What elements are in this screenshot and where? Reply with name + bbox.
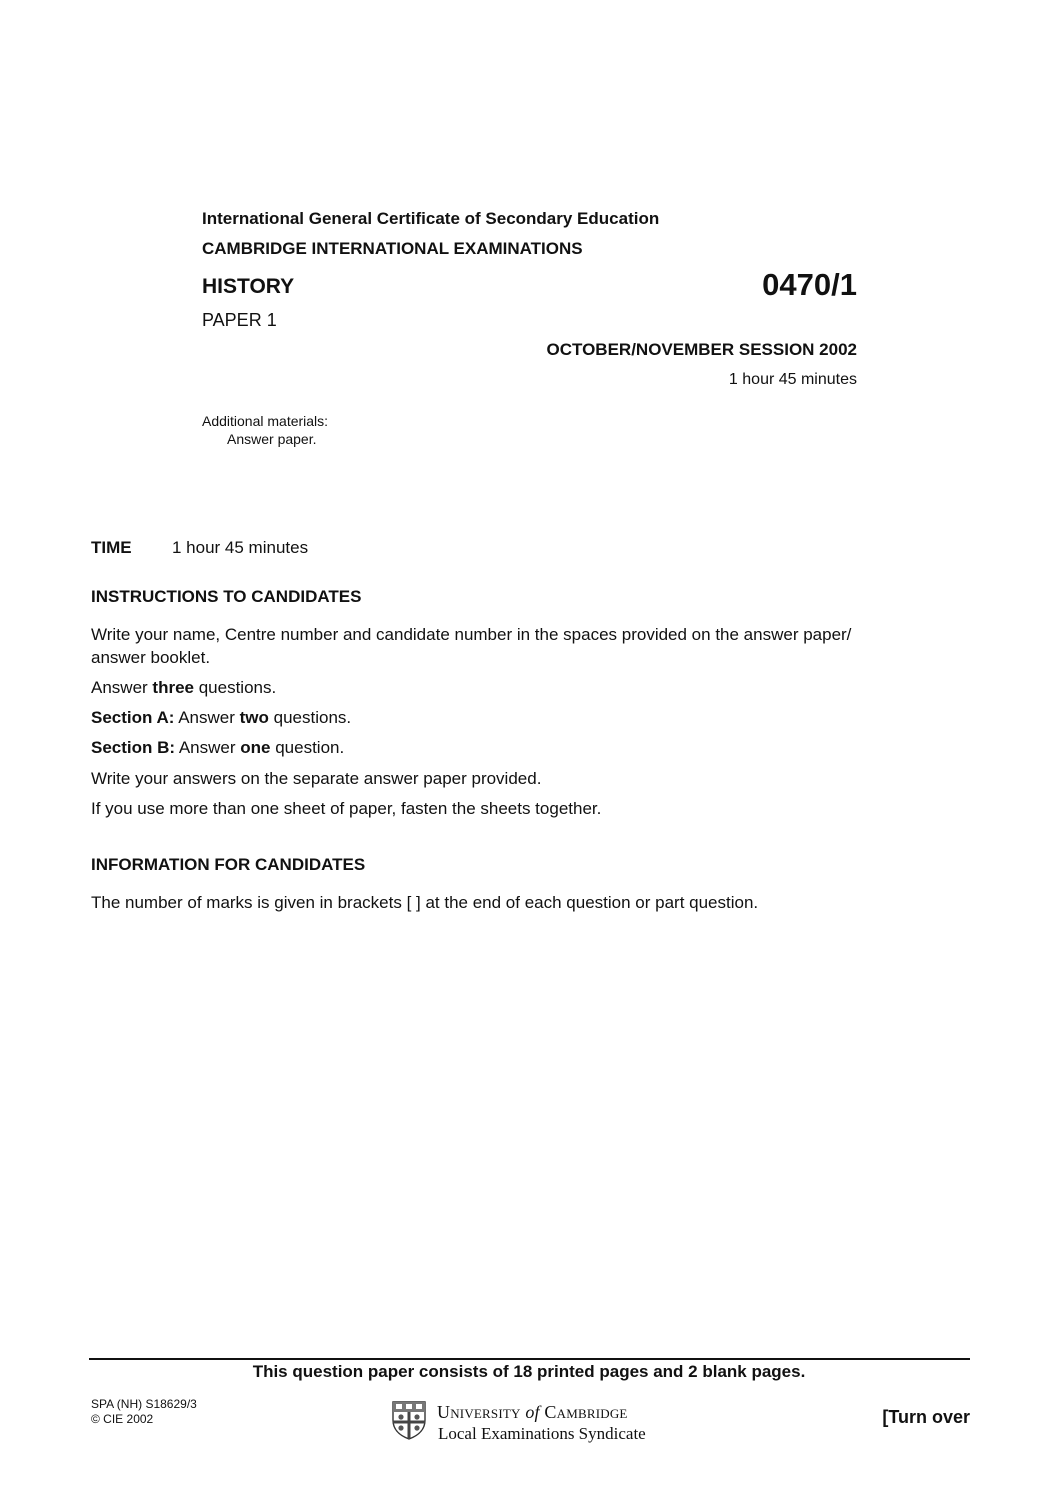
exam-board: CAMBRIDGE INTERNATIONAL EXAMINATIONS bbox=[202, 239, 583, 258]
univ-initial: U bbox=[437, 1402, 451, 1422]
additional-materials-item: Answer paper. bbox=[227, 431, 317, 447]
answer-text-post: questions. bbox=[194, 678, 277, 697]
instruction-line-answer bbox=[91, 678, 276, 698]
turn-over-label: [Turn over bbox=[882, 1407, 970, 1427]
additional-materials-heading: Additional materials: bbox=[202, 413, 329, 429]
information-line: The number of marks is given in brackets [ ] at the end of each question or part question. bbox=[91, 893, 759, 912]
instruction-line-fasten: If you use more than one sheet of paper, fasten the sheets together. bbox=[91, 799, 602, 818]
copyright-notice: © CIE 2002 bbox=[91, 1412, 154, 1426]
university-shield-icon bbox=[391, 1400, 427, 1440]
section-b-count: one bbox=[240, 738, 271, 757]
university-name bbox=[437, 1402, 628, 1423]
answer-count: three bbox=[152, 678, 194, 697]
time-label: TIME bbox=[91, 538, 132, 557]
instruction-line-section-b bbox=[91, 738, 344, 758]
footer-reference bbox=[91, 1397, 197, 1427]
instruction-line-section-a bbox=[91, 708, 351, 728]
information-heading: INFORMATION FOR CANDIDATES bbox=[91, 855, 366, 874]
section-a-label: Section A: bbox=[91, 708, 175, 727]
qualification-title: International General Certificate of Secondary Education bbox=[202, 209, 660, 228]
instruction-line-name-2: answer booklet. bbox=[91, 648, 211, 667]
paper-number: PAPER 1 bbox=[202, 310, 277, 330]
exam-duration: 1 hour 45 minutes bbox=[728, 371, 857, 388]
syndicate-name: Local Examinations Syndicate bbox=[438, 1424, 646, 1443]
subject-title: HISTORY bbox=[202, 275, 295, 298]
section-a-count: two bbox=[239, 708, 269, 727]
section-a-post: questions. bbox=[268, 708, 352, 727]
footer-divider bbox=[89, 1358, 970, 1360]
exam-session: OCTOBER/NOVEMBER SESSION 2002 bbox=[546, 340, 857, 359]
section-b-pre: Answer bbox=[175, 738, 241, 757]
answer-text-pre: Answer bbox=[91, 678, 153, 697]
section-b-post: question. bbox=[270, 738, 345, 757]
syllabus-code: 0470/1 bbox=[762, 267, 857, 302]
section-a-pre: Answer bbox=[174, 708, 240, 727]
instructions-heading: INSTRUCTIONS TO CANDIDATES bbox=[91, 587, 362, 606]
cambridge-rest: AMBRIDGE bbox=[556, 1406, 628, 1421]
instruction-line-write: Write your answers on the separate answer paper provided. bbox=[91, 769, 542, 788]
section-b-label: Section B: bbox=[91, 738, 176, 757]
page-count-note: This question paper consists of 18 printed pages and 2 blank pages. bbox=[252, 1362, 806, 1381]
cambridge-initial: C bbox=[544, 1402, 557, 1422]
time-value: 1 hour 45 minutes bbox=[172, 538, 309, 557]
univ-rest: NIVERSITY bbox=[450, 1406, 521, 1421]
instruction-line-name-1: Write your name, Centre number and candidate number in the spaces provided on the answer paper/ bbox=[91, 625, 852, 644]
reference-code: SPA (NH) S18629/3 bbox=[91, 1397, 197, 1411]
univ-of: of bbox=[525, 1402, 540, 1422]
